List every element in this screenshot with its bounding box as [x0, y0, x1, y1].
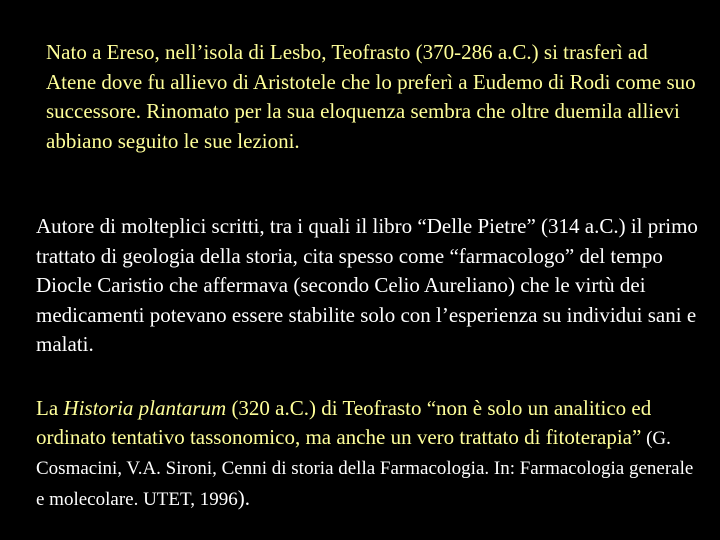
reference-closing: ). [237, 485, 250, 510]
quotation: (320 a.C.) di Teofrasto “non è solo un analitico ed ordinato tentativo tassonomico, ma anche un vero trattato di fitoterapia” [36, 396, 652, 449]
book-title: Historia plantarum [63, 396, 227, 420]
paragraph-writings: Autore di molteplici scritti, tra i quali il libro “Delle Pietre” (314 a.C.) il primo trattato di geologia della storia, cita spesso come “farmacologo” del tempo Diocle Caristio che affermava (secondo Celio Aureliano) che le virtù dei medicamenti potevano essere stabilite solo con l’esperienza su individui sani e malati. [36, 214, 698, 356]
bibliographic-reference: (G. Cosmacini, V.A. Sironi, Cenni di storia della Farmacologia. In: Farmacologia generale e molecolare. UTET, 1996 [36, 427, 694, 510]
paragraph-theophrastus-bio: Nato a Ereso, nell’isola di Lesbo, Teofrasto (370-286 a.C.) si trasferì ad Atene dove fu allievo di Aristotele che lo preferì a Eudemo di Rodi come suo successore. Rinomato per la sua eloquenza sembra che oltre duemila allievi abbiano seguito le sue lezioni. [46, 40, 696, 153]
paragraph-lead: La [36, 396, 64, 420]
paragraph-historia-plantarum [36, 394, 706, 514]
